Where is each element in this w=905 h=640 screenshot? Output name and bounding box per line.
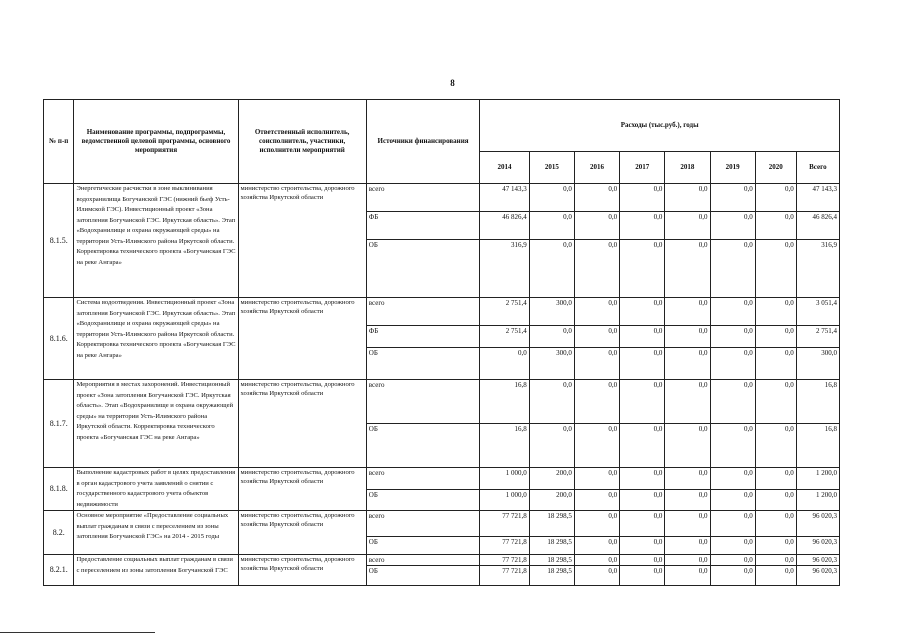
row-value: 0,0 — [665, 212, 710, 240]
row-value: 0,0 — [665, 184, 710, 212]
row-value: 0,0 — [574, 537, 619, 555]
row-source: всего — [366, 511, 480, 537]
row-value: 200,0 — [529, 489, 574, 511]
row-value: 0,0 — [529, 424, 574, 468]
footer-rule — [0, 632, 155, 633]
row-code: 8.1.7. — [44, 380, 74, 468]
row-source: всего — [366, 298, 480, 326]
row-value: 0,0 — [574, 424, 619, 468]
row-value: 18 298,5 — [529, 555, 574, 566]
row-value: 0,0 — [665, 326, 710, 348]
row-total: 1 200,0 — [796, 489, 839, 511]
header-year: 2014 — [480, 152, 529, 184]
table-row — [44, 468, 840, 490]
row-code: 8.1.8. — [44, 468, 74, 511]
header-year: 2017 — [620, 152, 665, 184]
page-number: 8 — [450, 78, 455, 88]
row-value: 0,0 — [620, 212, 665, 240]
header-year: 2016 — [574, 152, 619, 184]
row-value: 1 000,0 — [480, 489, 529, 511]
row-value: 0,0 — [620, 566, 665, 586]
row-value: 0,0 — [529, 380, 574, 424]
row-name: Основное мероприятие «Предоставление социальных выплат гражданам в связи с переселением из зоны затопления Богучанской ГЭС» на 2014 - 2015 годы — [74, 511, 238, 555]
row-value: 0,0 — [710, 380, 755, 424]
row-value: 0,0 — [710, 468, 755, 490]
row-value: 0,0 — [755, 566, 796, 586]
header-name: Наименование программы, подпрограммы, ведомственной целевой программы, основного мероприятия — [74, 100, 238, 184]
table-row — [44, 184, 840, 212]
row-value: 0,0 — [529, 184, 574, 212]
row-value: 0,0 — [574, 348, 619, 380]
row-value: 0,0 — [755, 555, 796, 566]
row-value: 0,0 — [665, 555, 710, 566]
row-source: ФБ — [366, 212, 480, 240]
row-responsible: министерство строительства, дорожного хозяйства Иркутской области — [238, 511, 366, 555]
row-value: 0,0 — [665, 537, 710, 555]
row-source: всего — [366, 380, 480, 424]
row-name: Выполнение кадастровых работ в целях предоставления в орган кадастрового учета заявлений о снятии с государственного кадастрового учета объектов недвижимости — [74, 468, 238, 511]
row-total: 16,8 — [796, 380, 839, 424]
row-value: 200,0 — [529, 468, 574, 490]
row-responsible: министерство строительства, дорожного хозяйства Иркутской области — [238, 380, 366, 468]
row-value: 0,0 — [574, 298, 619, 326]
row-value: 0,0 — [620, 298, 665, 326]
row-value: 0,0 — [710, 537, 755, 555]
row-value: 0,0 — [665, 511, 710, 537]
row-responsible: министерство строительства, дорожного хозяйства Иркутской области — [238, 184, 366, 298]
row-value: 0,0 — [665, 566, 710, 586]
row-value: 0,0 — [710, 424, 755, 468]
row-total: 96 020,3 — [796, 537, 839, 555]
row-value: 0,0 — [574, 489, 619, 511]
row-value: 0,0 — [665, 468, 710, 490]
row-value: 77 721,8 — [480, 537, 529, 555]
row-value: 0,0 — [755, 298, 796, 326]
row-value: 0,0 — [574, 468, 619, 490]
row-total: 16,8 — [796, 424, 839, 468]
row-value: 0,0 — [574, 566, 619, 586]
table-body — [44, 184, 840, 586]
row-value: 0,0 — [755, 184, 796, 212]
row-responsible: министерство строительства, дорожного хозяйства Иркутской области — [238, 468, 366, 511]
row-value: 0,0 — [665, 424, 710, 468]
row-value: 0,0 — [574, 555, 619, 566]
row-value: 0,0 — [710, 511, 755, 537]
row-value: 0,0 — [755, 212, 796, 240]
row-value: 2 751,4 — [480, 326, 529, 348]
header-total: Всего — [796, 152, 839, 184]
row-source: всего — [366, 184, 480, 212]
row-code: 8.2.1. — [44, 555, 74, 586]
row-responsible: министерство строительства, дорожного хозяйства Иркутской области — [238, 555, 366, 586]
row-responsible: министерство строительства, дорожного хозяйства Иркутской области — [238, 298, 366, 380]
table-row — [44, 298, 840, 326]
row-value: 0,0 — [755, 424, 796, 468]
row-value: 300,0 — [529, 298, 574, 326]
row-value: 0,0 — [480, 348, 529, 380]
row-source: ФБ — [366, 326, 480, 348]
expenses-table — [43, 99, 840, 586]
row-value: 0,0 — [574, 380, 619, 424]
row-value: 0,0 — [755, 240, 796, 298]
row-value: 0,0 — [710, 566, 755, 586]
row-value: 0,0 — [620, 511, 665, 537]
row-total: 96 020,3 — [796, 511, 839, 537]
row-value: 0,0 — [755, 380, 796, 424]
header-num: № п-п — [44, 100, 74, 184]
row-code: 8.2. — [44, 511, 74, 555]
row-total: 96 020,3 — [796, 555, 839, 566]
row-value: 0,0 — [710, 298, 755, 326]
row-value: 0,0 — [574, 240, 619, 298]
row-value: 0,0 — [710, 184, 755, 212]
header-sources: Источники финансирования — [366, 100, 480, 184]
header-year: 2018 — [665, 152, 710, 184]
header-year: 2020 — [755, 152, 796, 184]
row-value: 0,0 — [574, 184, 619, 212]
row-source: ОБ — [366, 424, 480, 468]
row-value: 0,0 — [755, 326, 796, 348]
row-value: 18 298,5 — [529, 566, 574, 586]
row-total: 46 826,4 — [796, 212, 839, 240]
row-source: ОБ — [366, 489, 480, 511]
row-value: 18 298,5 — [529, 511, 574, 537]
row-source: ОБ — [366, 348, 480, 380]
row-total: 2 751,4 — [796, 326, 839, 348]
header-year: 2015 — [529, 152, 574, 184]
row-value: 0,0 — [620, 424, 665, 468]
row-value: 0,0 — [710, 212, 755, 240]
row-value: 0,0 — [710, 489, 755, 511]
row-value: 0,0 — [574, 326, 619, 348]
row-value: 0,0 — [574, 511, 619, 537]
row-code: 8.1.5. — [44, 184, 74, 298]
row-total: 300,0 — [796, 348, 839, 380]
row-value: 16,8 — [480, 380, 529, 424]
header-expenses: Расходы (тыс.руб.), годы — [480, 100, 840, 152]
row-value: 77 721,8 — [480, 511, 529, 537]
table-row — [44, 511, 840, 537]
row-value: 0,0 — [755, 489, 796, 511]
row-source: ОБ — [366, 537, 480, 555]
row-total: 1 200,0 — [796, 468, 839, 490]
header-responsible: Ответственный исполнитель, соисполнитель, участники, исполнители мероприятий — [238, 100, 366, 184]
row-value: 1 000,0 — [480, 468, 529, 490]
row-source: ОБ — [366, 566, 480, 586]
row-total: 47 143,3 — [796, 184, 839, 212]
row-value: 0,0 — [665, 489, 710, 511]
row-value: 0,0 — [665, 380, 710, 424]
row-value: 0,0 — [710, 348, 755, 380]
table-row — [44, 380, 840, 424]
row-source: ОБ — [366, 240, 480, 298]
row-value: 0,0 — [620, 380, 665, 424]
row-value: 0,0 — [710, 326, 755, 348]
row-value: 0,0 — [665, 298, 710, 326]
row-value: 0,0 — [620, 489, 665, 511]
row-value: 0,0 — [620, 468, 665, 490]
row-value: 0,0 — [665, 348, 710, 380]
row-value: 0,0 — [665, 240, 710, 298]
row-source: всего — [366, 555, 480, 566]
row-name: Мероприятия в местах захоронений. Инвестиционный проект «Зона затопления Богучанской ГЭС. Иркутская область». Этап «Водохранилище и охрана окружающей среды» на территории Усть-Илимского района Иркутской области. Корректировка технического проекта «Богучанская ГЭС на реке Ангара» — [74, 380, 238, 468]
row-value: 77 721,8 — [480, 566, 529, 586]
row-value: 0,0 — [710, 555, 755, 566]
row-value: 300,0 — [529, 348, 574, 380]
table-row — [44, 555, 840, 566]
row-value: 0,0 — [574, 212, 619, 240]
row-total: 3 051,4 — [796, 298, 839, 326]
row-value: 0,0 — [529, 240, 574, 298]
row-value: 0,0 — [755, 537, 796, 555]
row-name: Предоставление социальных выплат гражданам в связи с переселением из зоны затопления Богучанской ГЭС — [74, 555, 238, 586]
row-value: 0,0 — [710, 240, 755, 298]
header-year: 2019 — [710, 152, 755, 184]
row-total: 96 020,3 — [796, 566, 839, 586]
row-value: 0,0 — [620, 326, 665, 348]
row-total: 316,9 — [796, 240, 839, 298]
row-value: 16,8 — [480, 424, 529, 468]
row-value: 18 298,5 — [529, 537, 574, 555]
row-value: 316,9 — [480, 240, 529, 298]
row-value: 77 721,8 — [480, 555, 529, 566]
row-value: 0,0 — [620, 537, 665, 555]
row-value: 0,0 — [529, 326, 574, 348]
row-source: всего — [366, 468, 480, 490]
row-name: Энергетические расчистки в зоне выклинивания водохранилища Богучанской ГЭС (нижний бьеф Усть-Илимской ГЭС). Инвестиционный проект «Зона затопления Богучанской ГЭС. Иркутская область». Этап «Водохранилище и охрана окружающей среды» на территории Усть-Илимского района Иркутской области. Корректировка технического проекта «Богучанская ГЭС на реке Ангара» — [74, 184, 238, 298]
row-value: 47 143,3 — [480, 184, 529, 212]
row-code: 8.1.6. — [44, 298, 74, 380]
row-value: 0,0 — [620, 555, 665, 566]
row-value: 0,0 — [755, 468, 796, 490]
row-value: 0,0 — [529, 212, 574, 240]
row-value: 0,0 — [620, 348, 665, 380]
row-value: 0,0 — [755, 511, 796, 537]
row-value: 0,0 — [620, 184, 665, 212]
row-value: 0,0 — [755, 348, 796, 380]
row-value: 0,0 — [620, 240, 665, 298]
row-value: 46 826,4 — [480, 212, 529, 240]
row-value: 2 751,4 — [480, 298, 529, 326]
row-name: Система водоотведения. Инвестиционный проект «Зона затопления Богучанской ГЭС. Иркутская область». Этап «Водохранилище и охрана окружающей среды» на территории Усть-Илимского района Иркутской области. Корректировка технического проекта «Богучанская ГЭС на реке Ангара» — [74, 298, 238, 380]
